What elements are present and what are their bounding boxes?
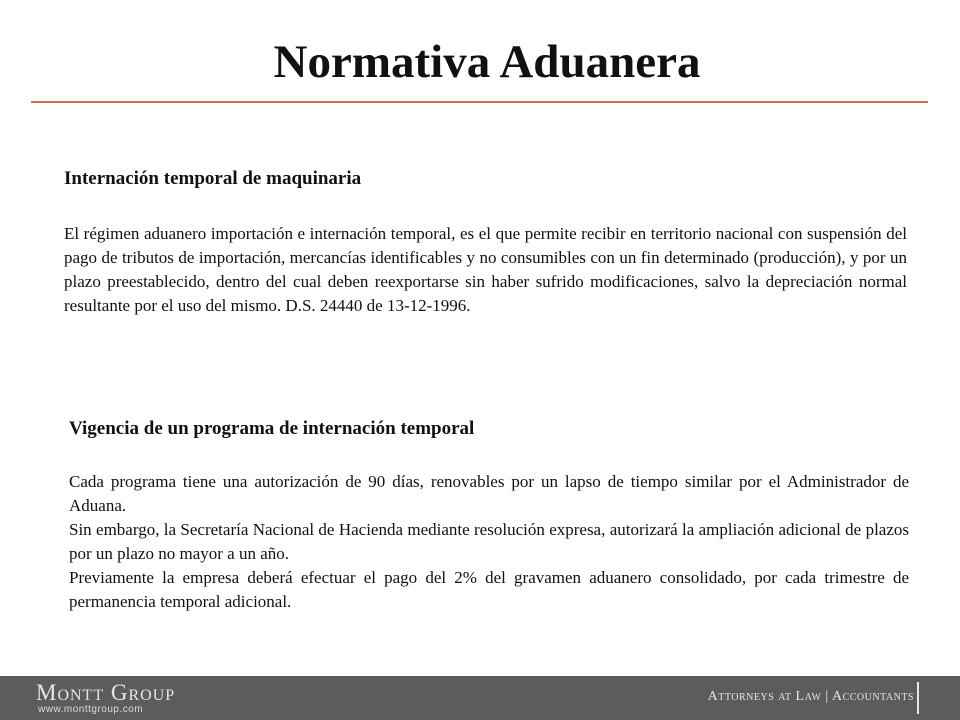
footer-divider (917, 682, 919, 714)
paragraph: Previamente la empresa deberá efectuar el pago del 2% del gravamen aduanero consolidado, por cada trimestre de permanencia temporal adicional. (69, 568, 909, 611)
company-logo-text: Montt Group (36, 680, 176, 705)
paragraph: Sin embargo, la Secretaría Nacional de Hacienda mediante resolución expresa, autorizará la ampliación adicional de plazos por un plazo no mayor a un año. (69, 520, 909, 563)
footer-tagline: Attorneys at Law | Accountants (707, 689, 914, 704)
section-body: El régimen aduanero importación e internación temporal, es el que permite recibir en territorio nacional con suspensión del pago de tributos de importación, mercancías identificables y no consumibles con un fin determinado (producción), y por un plazo preestablecido, dentro del cual deben reexportarse sin haber sufrido modificaciones, salvo la depreciación normal resultante por el uso del mismo. D.S. 24440 de 13-12-1996. (64, 224, 907, 315)
footer-bar (0, 676, 960, 720)
section-internacion-temporal (64, 166, 907, 318)
section-vigencia-programa (69, 416, 909, 614)
paragraph: Cada programa tiene una autorización de 90 días, renovables por un lapso de tiempo similar por el Administrador de Aduana. (69, 472, 909, 515)
section-body (69, 470, 909, 614)
section-heading: Internación temporal de maquinaria (64, 168, 362, 189)
page-title: Normativa Aduanera (273, 36, 701, 88)
title-divider (31, 101, 928, 103)
section-heading: Vigencia de un programa de internación temporal (69, 418, 475, 439)
company-website: www.monttgroup.com (38, 704, 144, 715)
